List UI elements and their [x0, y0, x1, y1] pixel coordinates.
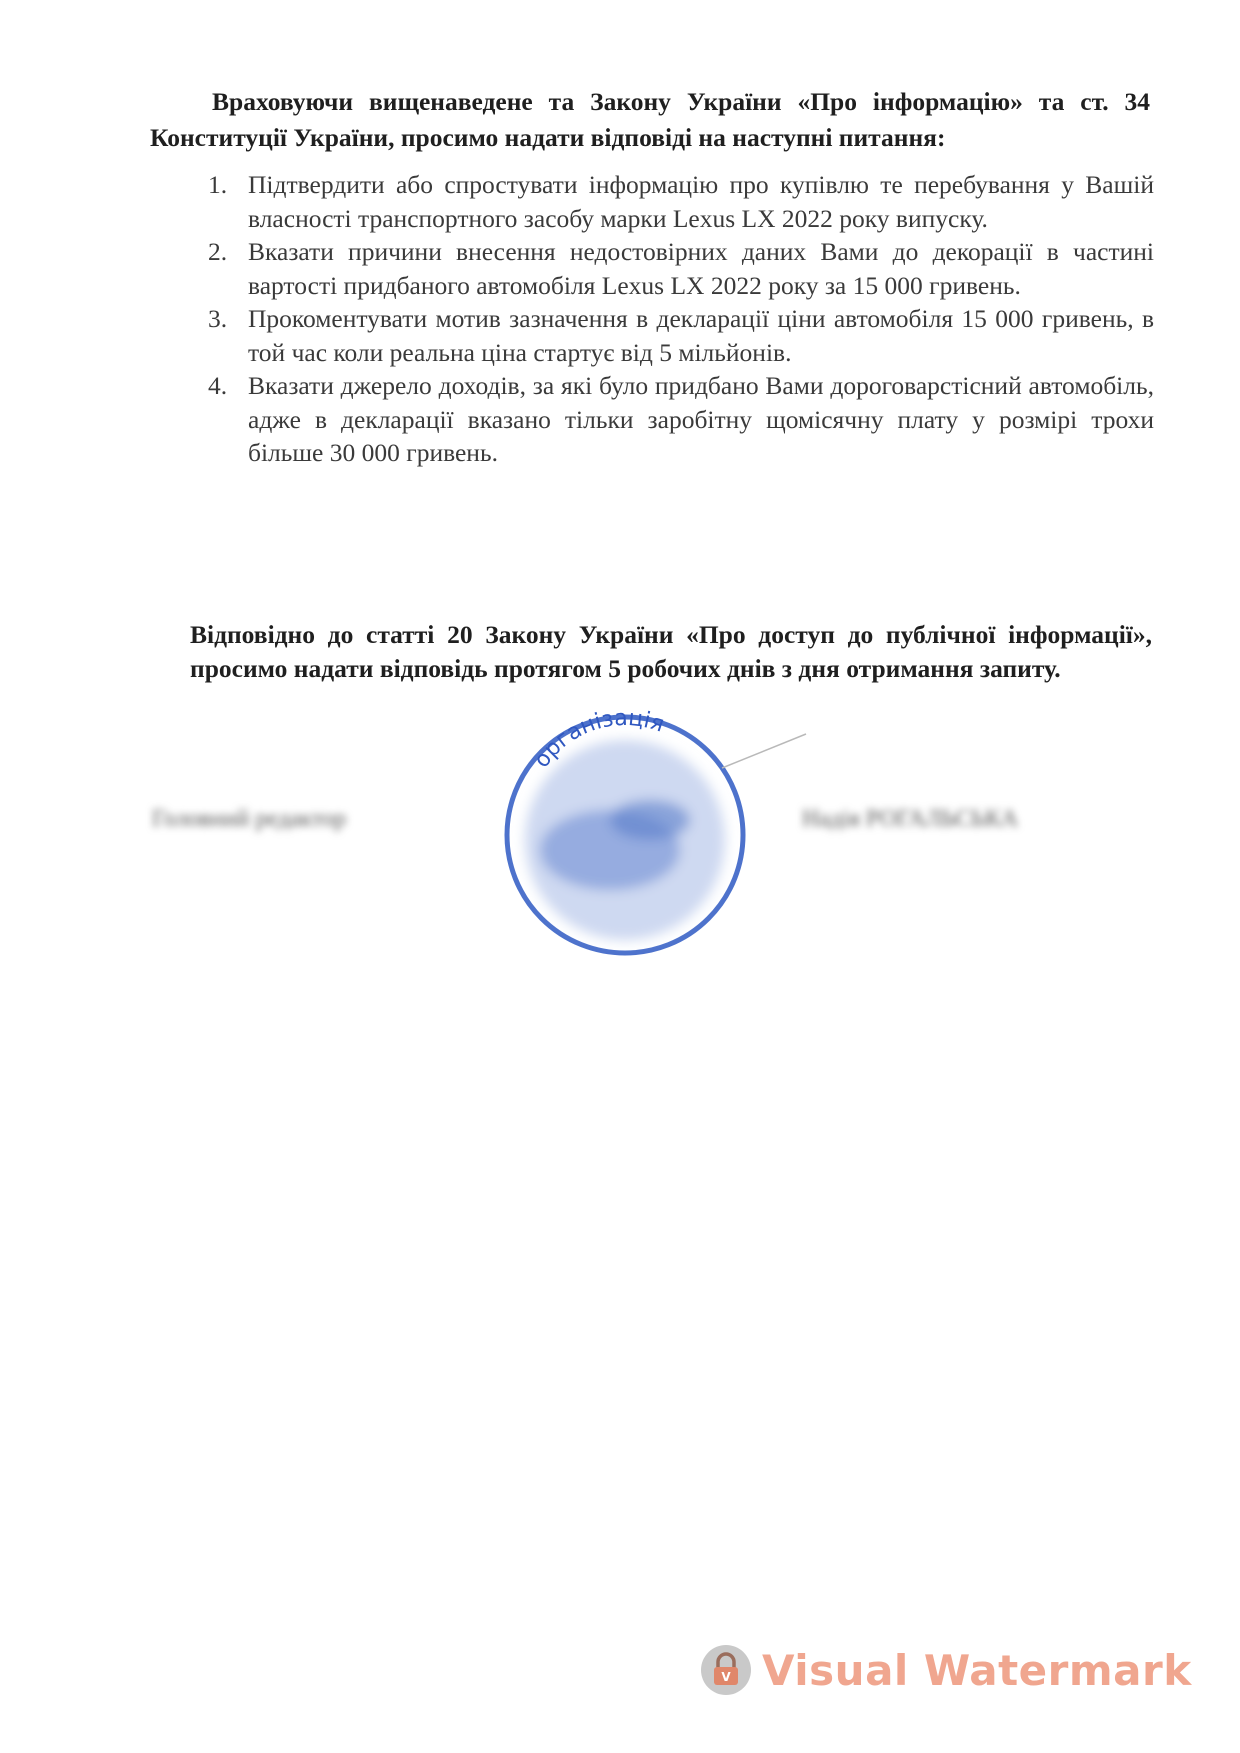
question-text: Підтвердити або спростувати інформацію про купівлю те перебування у Вашій власності транспортного засобу марки Lexus LX 2022 року випуску. [248, 170, 1154, 233]
question-text: Прокоментувати мотив зазначення в декларації ціни автомобіля 15 000 гривень, в той час коли реальна ціна стартує від 5 мільйонів. [248, 304, 1154, 367]
visual-watermark [700, 1642, 1192, 1698]
svg-text:V: V [721, 1670, 731, 1684]
lock-icon [700, 1644, 752, 1696]
question-number: 3. [208, 304, 228, 333]
questions-list [208, 168, 1154, 470]
list-item [208, 302, 1154, 369]
stamp-text: організація [529, 705, 668, 773]
question-text: Вказати причини внесення недостовірних даних Вами до декорації в частині вартості придбаного автомобіля Lexus LX 2022 року за 15 000 гривень. [248, 237, 1154, 300]
closing-paragraph: Відповідно до статті 20 Закону України «Про доступ до публічної інформації», просимо надати відповідь протягом 5 робочих днів з дня отримання запиту. [190, 620, 1152, 683]
signature-position: Головний редактор [152, 806, 347, 832]
question-number: 2. [208, 237, 228, 266]
question-text: Вказати джерело доходів, за які було придбано Вами дороговарстісний автомобіль, адже в декларації вказано тільки заробітну щомісячну плату у розмірі трохи більше 30 000 гривень. [248, 371, 1154, 467]
intro-paragraph: Враховуючи вищенаведене та Закону України «Про інформацію» та ст. 34 Конституції України, просимо надати відповіді на наступні питання: [150, 87, 1150, 152]
signature-name: Надія РОГАЛЬСЬКА [802, 806, 1019, 832]
question-number: 1. [208, 170, 228, 199]
watermark-text: Visual Watermark [762, 1645, 1192, 1695]
list-item [208, 235, 1154, 302]
signature-stroke [720, 730, 810, 770]
list-item [208, 369, 1154, 470]
question-number: 4. [208, 371, 228, 400]
list-item [208, 168, 1154, 235]
